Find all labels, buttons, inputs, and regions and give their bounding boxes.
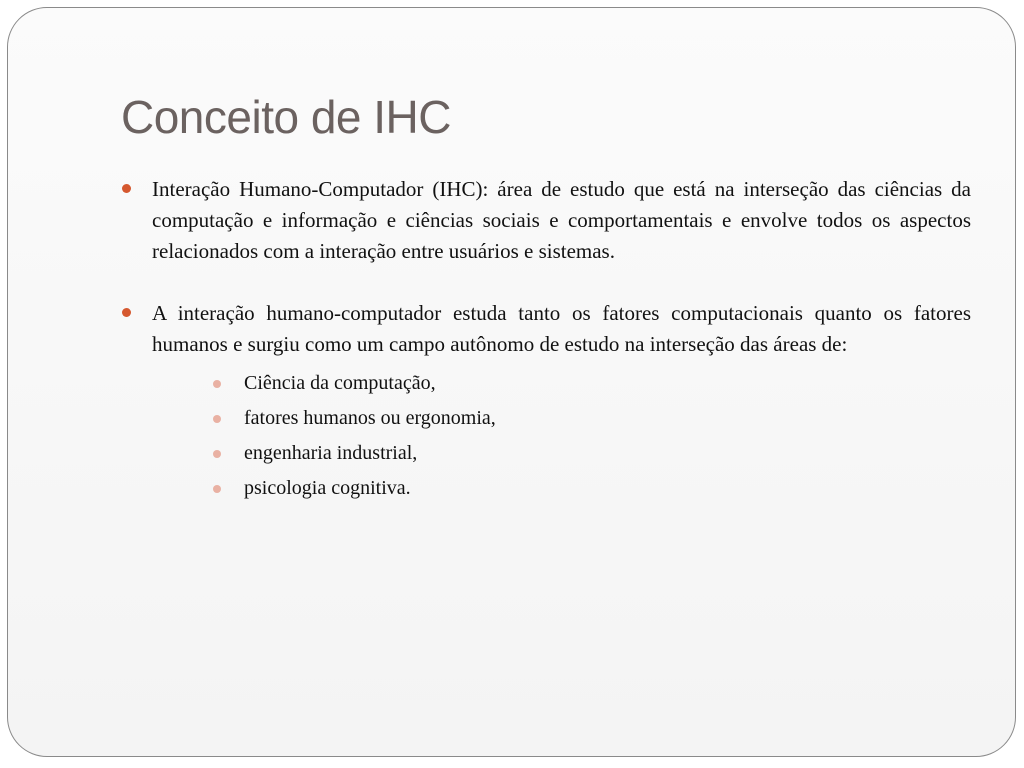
slide-content: [121, 174, 971, 506]
bullet-item-ihc-study: [121, 298, 971, 506]
sub-bullet-item: [213, 366, 971, 401]
sub-bullet-text: engenharia industrial,: [244, 442, 418, 464]
sub-bullet-item: [213, 471, 971, 506]
bullet-item-ihc-definition: [121, 174, 971, 267]
sub-bullet-dot-icon: [213, 450, 221, 458]
sub-bullet-text: Ciência da computação,: [244, 372, 436, 394]
sub-bullet-dot-icon: [213, 485, 221, 493]
slide-frame: [7, 7, 1016, 757]
sub-bullet-dot-icon: [213, 380, 221, 388]
slide-title: Conceito de IHC: [121, 91, 451, 143]
bullet-text: Interação Humano-Computador (IHC): área de estudo que está na interseção das ciências da computação e informação e ciências sociais e comportamentais e envolve todos os aspectos relacionados com a interação entre usuários e sistemas.: [152, 177, 971, 263]
bullet-dot-icon: [122, 184, 131, 193]
sub-bullet-list: [152, 366, 971, 506]
sub-bullet-item: [213, 401, 971, 436]
bullet-dot-icon: [122, 308, 131, 317]
sub-bullet-text: fatores humanos ou ergonomia,: [244, 407, 496, 429]
sub-bullet-dot-icon: [213, 415, 221, 423]
sub-bullet-item: [213, 436, 971, 471]
bullet-text: A interação humano-computador estuda tanto os fatores computacionais quanto os fatores humanos e surgiu como um campo autônomo de estudo na interseção das áreas de:: [152, 301, 971, 356]
sub-bullet-text: psicologia cognitiva.: [244, 477, 411, 499]
